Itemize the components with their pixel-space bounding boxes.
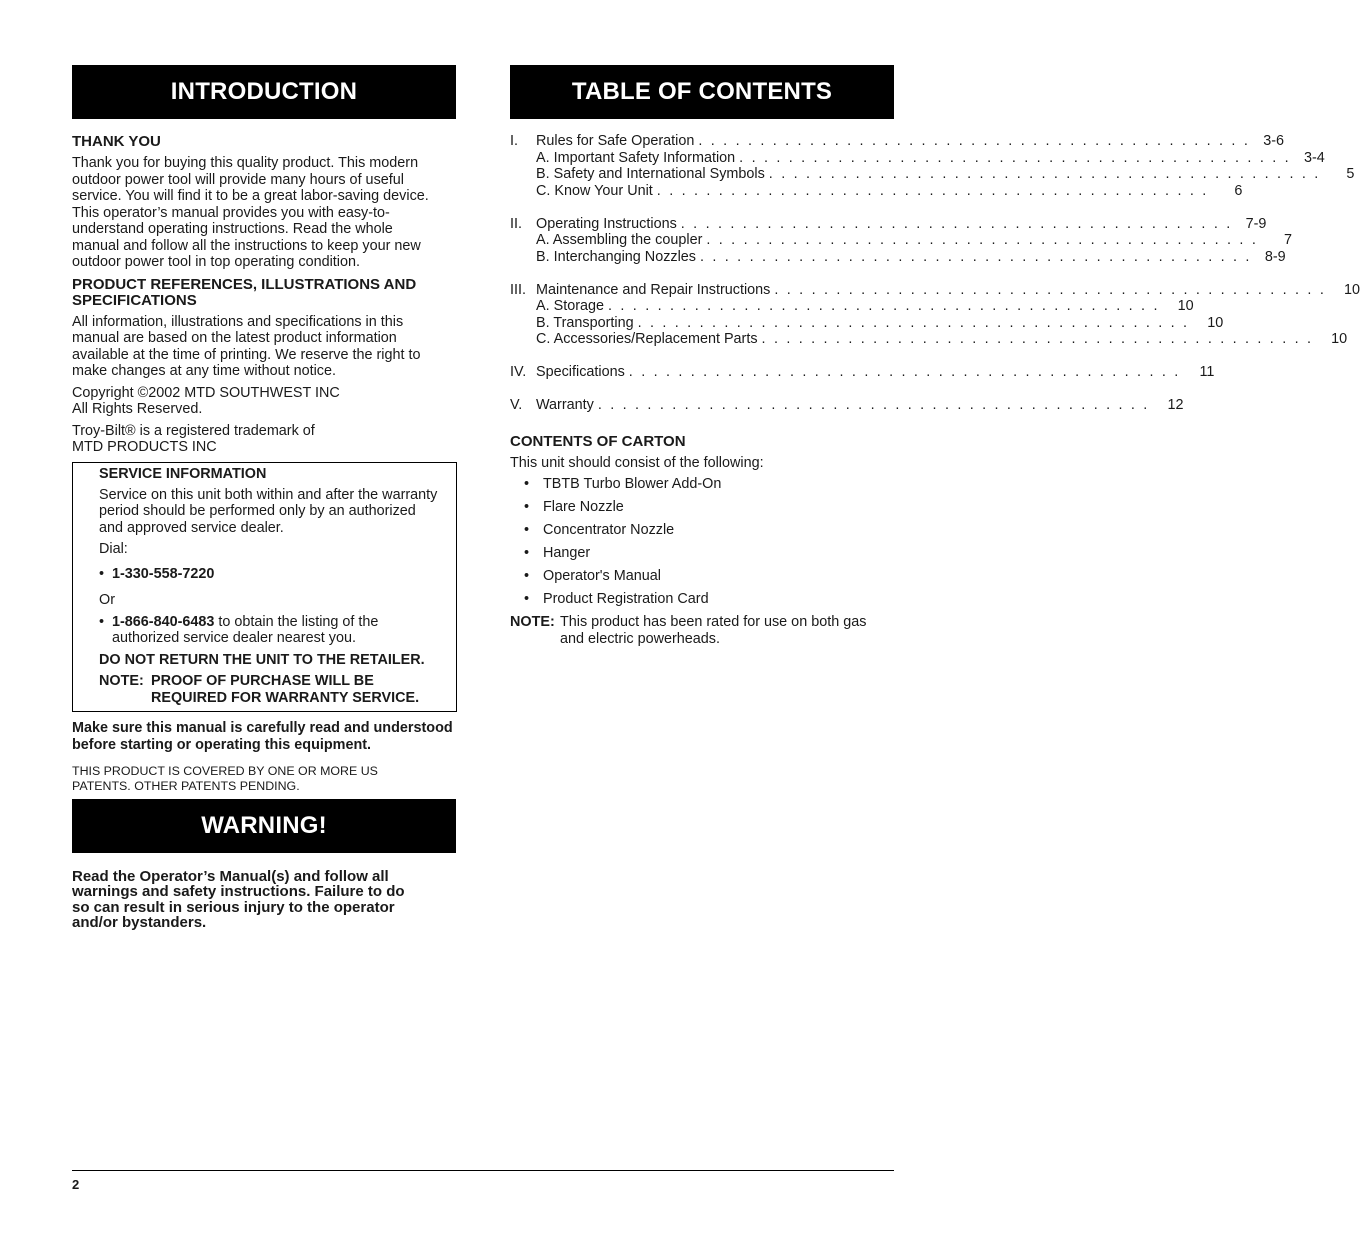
- toc-leader-dots: . . . . . . . . . . . . . . . . . . . . . . . . . . . . . . . . . . . . . . . . . . . . .: [680, 215, 1233, 232]
- toc-row: [510, 314, 1224, 332]
- toc-page: 7-9: [1245, 215, 1267, 232]
- toc-leader-dots: . . . . . . . . . . . . . . . . . . . . . . . . . . . . . . . . . . . . . . . . . . . . .: [597, 397, 1150, 413]
- toc-entry: [536, 150, 1291, 167]
- phone-suffix: to obtain the listing of the: [214, 613, 379, 630]
- toc-number: [510, 183, 536, 200]
- note-line: This product has been rated for use on both gas: [560, 614, 867, 630]
- right-column: [510, 65, 1360, 647]
- toc-page: 8-9: [1264, 248, 1286, 265]
- left-column: [72, 65, 456, 931]
- toc-entry: [536, 364, 1180, 381]
- phone-item-1: [99, 566, 456, 583]
- toc-entry: [536, 315, 1189, 332]
- warning-banner: WARNING!: [72, 799, 456, 853]
- warning-line: and/or bystanders.: [72, 914, 207, 932]
- do-not-return-notice: DO NOT RETURN THE UNIT TO THE RETAILER.: [99, 651, 425, 668]
- proof-of-purchase-note: [99, 673, 456, 706]
- toc-number: III.: [510, 281, 526, 298]
- text-line: understand operating instructions. Read the whole: [72, 221, 393, 237]
- note-text: [151, 673, 419, 706]
- read-manual-line: Make sure this manual is carefully read and understood: [72, 720, 453, 736]
- product-references-paragraph: [72, 314, 456, 380]
- list-item: [510, 522, 894, 545]
- toc-page: 3-6: [1263, 133, 1285, 149]
- toc-title: Operating Instructions: [536, 215, 677, 232]
- list-item-text: Hanger: [543, 545, 591, 561]
- toc-page: 3-4: [1304, 149, 1325, 166]
- toc-row: [510, 248, 1286, 266]
- toc-entry: [536, 216, 1232, 233]
- trademark-line: Troy-Bilt® is a registered trademark of: [72, 422, 315, 439]
- text-line: Thank you for buying this quality product. This modern: [72, 155, 419, 171]
- toc-number: [510, 298, 536, 315]
- toc-leader-dots: . . . . . . . . . . . . . . . . . . . . . . . . . . . . . . . . . . . . . . . . . . . . .: [608, 298, 1160, 314]
- toc-number: IV.: [510, 364, 527, 380]
- toc-number: [510, 249, 536, 266]
- toc-row: [510, 281, 1360, 299]
- product-references-heading: [72, 277, 456, 309]
- service-heading: SERVICE INFORMATION: [99, 465, 267, 482]
- text-line: make changes at any time without notice.: [72, 363, 336, 379]
- toc-row: [510, 215, 1267, 233]
- or-label: Or: [99, 592, 115, 608]
- text-line: available at the time of printing. We reserve the right to: [72, 346, 421, 363]
- toc-section: [510, 133, 1355, 199]
- bullet-icon: •: [99, 613, 105, 630]
- toc-page: 11: [1199, 364, 1215, 380]
- bullet-icon: •: [523, 499, 530, 515]
- phone-item-2: [99, 614, 456, 647]
- toc-entry: [536, 397, 1149, 414]
- heading-line: SPECIFICATIONS: [72, 291, 197, 309]
- toc-leader-dots: . . . . . . . . . . . . . . . . . . . . . . . . . . . . . . . . . . . . . . . . . . . . .: [774, 281, 1327, 298]
- toc-number: I.: [510, 133, 518, 149]
- toc-page: 10: [1177, 298, 1194, 314]
- toc-page: 6: [1234, 182, 1243, 199]
- toc-row: [510, 182, 1243, 200]
- toc-row: [510, 166, 1355, 183]
- list-item-text: TBTB Turbo Blower Add-On: [543, 476, 722, 492]
- toc-entry: [536, 183, 1208, 200]
- list-item-text: Product Registration Card: [543, 591, 709, 607]
- toc-section: [510, 281, 1360, 348]
- phone-line-2: authorized service dealer nearest you.: [112, 630, 356, 646]
- toc-entry: [536, 232, 1258, 249]
- toc-row: [510, 149, 1325, 167]
- toc-page: 10: [1207, 314, 1224, 331]
- toc-leader-dots: . . . . . . . . . . . . . . . . . . . . . . . . . . . . . . . . . . . . . . . . . . . . .: [637, 314, 1190, 331]
- carton-intro: This unit should consist of the following:: [510, 454, 764, 471]
- toc-entry: [536, 282, 1326, 299]
- toc-number: [510, 331, 536, 348]
- toc-section: [510, 397, 1184, 414]
- toc-entry: [536, 166, 1320, 183]
- dial-label: Dial:: [99, 541, 128, 557]
- thank-you-paragraph: [72, 155, 456, 271]
- toc-row: [510, 364, 1215, 381]
- contents-of-carton-heading: CONTENTS OF CARTON: [510, 432, 686, 450]
- note-label: NOTE:: [99, 673, 144, 689]
- text-line: All information, illustrations and specifications in this: [72, 313, 404, 330]
- list-item: [510, 545, 894, 568]
- toc-title: A. Storage: [536, 298, 604, 314]
- toc-page: 10: [1331, 331, 1348, 347]
- phone-number: 1-330-558-7220: [112, 565, 215, 582]
- toc-number: [510, 315, 536, 332]
- note-line: and electric powerheads.: [560, 630, 720, 647]
- bullet-icon: •: [523, 568, 530, 584]
- bullet-icon: •: [523, 476, 530, 492]
- toc-page: 5: [1346, 166, 1355, 182]
- toc-number: II.: [510, 215, 522, 232]
- toc-row: [510, 298, 1194, 315]
- text-line: manual are based on the latest product information: [72, 330, 397, 346]
- toc-leader-dots: . . . . . . . . . . . . . . . . . . . . . . . . . . . . . . . . . . . . . . . . . . . . .: [698, 133, 1251, 149]
- text-line: Service on this unit both within and after the warranty: [99, 486, 438, 503]
- toc-leader-dots: . . . . . . . . . . . . . . . . . . . . . . . . . . . . . . . . . . . . . . . . . . . . .: [656, 182, 1209, 199]
- note-line: PROOF OF PURCHASE WILL BE: [151, 673, 374, 689]
- toc-title: B. Interchanging Nozzles: [536, 248, 696, 265]
- page-number: 2: [72, 1177, 80, 1192]
- warning-line: Read the Operator’s Manual(s) and follow all: [72, 868, 389, 885]
- bullet-icon: •: [523, 591, 530, 607]
- copyright-line: Copyright ©2002 MTD SOUTHWEST INC: [72, 384, 340, 401]
- footer-rule: [72, 1170, 894, 1171]
- toc-title: A. Assembling the coupler: [536, 232, 703, 248]
- list-item-text: Flare Nozzle: [543, 499, 624, 515]
- patent-line: THIS PRODUCT IS COVERED BY ONE OR MORE US: [72, 764, 378, 778]
- text-line: This operator’s manual provides you with easy-to-: [72, 204, 390, 221]
- toc-row: [510, 397, 1184, 414]
- text-line: service. You will find it to be a great labor-saving device.: [72, 188, 429, 204]
- toc-title: C. Accessories/Replacement Parts: [536, 331, 758, 347]
- toc-title: Rules for Safe Operation: [536, 133, 695, 149]
- toc-number: [510, 232, 536, 249]
- toc-row: [510, 331, 1348, 348]
- toc-number: [510, 150, 536, 167]
- bullet-icon: •: [99, 565, 105, 582]
- carton-list: [510, 476, 894, 614]
- warning-text: [72, 869, 456, 931]
- text-line: outdoor power tool in top operating condition.: [72, 254, 361, 270]
- phone-number: 1-866-840-6483: [112, 613, 215, 630]
- toc-entry: [536, 249, 1252, 266]
- read-manual-line: before starting or operating this equipment.: [72, 736, 372, 753]
- text-line: period should be performed only by an authorized: [99, 503, 416, 519]
- list-item: [510, 591, 894, 614]
- toc-leader-dots: . . . . . . . . . . . . . . . . . . . . . . . . . . . . . . . . . . . . . . . . . . . . .: [706, 232, 1259, 248]
- bullet-icon: •: [523, 522, 530, 538]
- list-item: [510, 476, 894, 499]
- toc-title: Warranty: [536, 397, 594, 413]
- introduction-banner: INTRODUCTION: [72, 65, 456, 119]
- toc-section: [510, 364, 1215, 381]
- toc-leader-dots: . . . . . . . . . . . . . . . . . . . . . . . . . . . . . . . . . . . . . . . . . . . . .: [739, 149, 1291, 166]
- list-item-text: Concentrator Nozzle: [543, 522, 675, 538]
- toc-title: Maintenance and Repair Instructions: [536, 281, 771, 298]
- toc-title: Specifications: [536, 364, 625, 380]
- toc-leader-dots: . . . . . . . . . . . . . . . . . . . . . . . . . . . . . . . . . . . . . . . . . . . . .: [628, 364, 1181, 380]
- rights-line: All Rights Reserved.: [72, 401, 203, 417]
- text-line: manual and follow all the instructions to keep your new: [72, 237, 421, 254]
- patent-line: PATENTS. OTHER PATENTS PENDING.: [72, 779, 300, 793]
- warning-line: so can result in serious injury to the operator: [72, 898, 395, 916]
- service-information-box: [72, 462, 457, 713]
- toc-title: A. Important Safety Information: [536, 149, 736, 166]
- text-line: outdoor power tool will provide many hours of useful: [72, 171, 404, 188]
- toc-entry: [536, 331, 1313, 348]
- note-text: [560, 614, 866, 647]
- toc-leader-dots: . . . . . . . . . . . . . . . . . . . . . . . . . . . . . . . . . . . . . . . . . . . . .: [768, 166, 1321, 182]
- toc-entry: [536, 133, 1250, 150]
- toc-section: [510, 215, 1293, 266]
- toc-list: [510, 133, 1360, 414]
- note-label: NOTE:: [510, 614, 555, 630]
- note-line: REQUIRED FOR WARRANTY SERVICE.: [151, 689, 420, 706]
- trademark-owner-line: MTD PRODUCTS INC: [72, 439, 217, 455]
- toc-leader-dots: . . . . . . . . . . . . . . . . . . . . . . . . . . . . . . . . . . . . . . . . . . . . .: [699, 248, 1252, 265]
- toc-entry: [536, 298, 1160, 315]
- phone-item-text: [112, 614, 378, 647]
- rating-note: [510, 614, 894, 647]
- table-of-contents-banner: TABLE OF CONTENTS: [510, 65, 894, 119]
- toc-row: [510, 232, 1293, 249]
- list-item-text: Operator's Manual: [543, 568, 661, 584]
- bullet-icon: •: [523, 545, 530, 561]
- toc-title: B. Safety and International Symbols: [536, 166, 765, 182]
- toc-number: V.: [510, 397, 523, 413]
- toc-number: [510, 166, 536, 183]
- toc-leader-dots: . . . . . . . . . . . . . . . . . . . . . . . . . . . . . . . . . . . . . . . . . . . . .: [761, 331, 1314, 347]
- toc-page: 12: [1167, 397, 1184, 413]
- toc-title: C. Know Your Unit: [536, 182, 653, 199]
- toc-page: 10: [1344, 281, 1360, 298]
- toc-row: [510, 133, 1285, 150]
- list-item: [510, 499, 894, 522]
- toc-title: B. Transporting: [536, 314, 634, 331]
- warning-line: warnings and safety instructions. Failure to do: [72, 883, 405, 901]
- text-line: and approved service dealer.: [99, 519, 284, 536]
- heading-line: PRODUCT REFERENCES, ILLUSTRATIONS AND: [72, 275, 417, 293]
- toc-page: 7: [1284, 232, 1293, 248]
- list-item: [510, 568, 894, 591]
- thank-you-heading: THANK YOU: [72, 133, 161, 150]
